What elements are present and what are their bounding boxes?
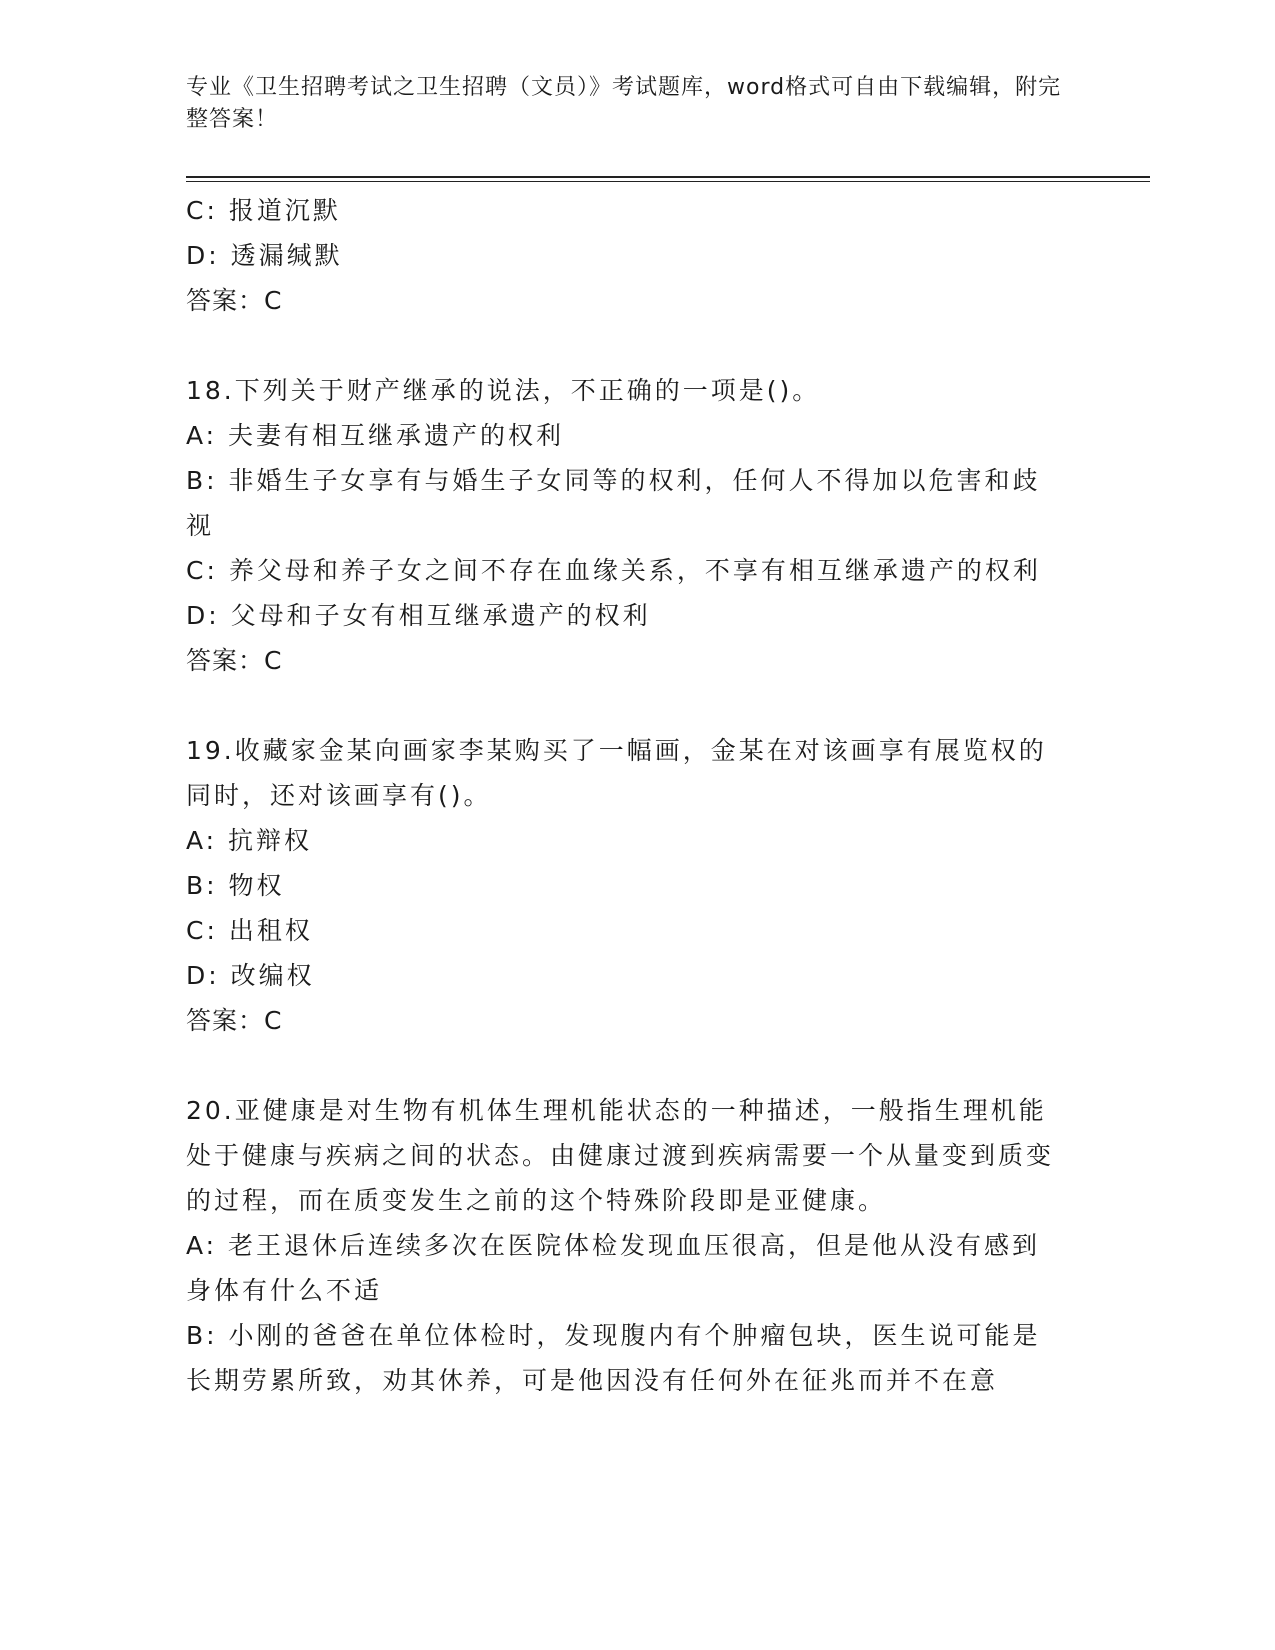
option-c: C: 出租权 xyxy=(186,916,313,945)
header-rule-thick xyxy=(186,176,1150,178)
option-c: C: 养父母和养子女之间不存在血缘关系，不享有相互继承遗产的权利 xyxy=(186,556,1041,585)
spacer xyxy=(186,683,1066,728)
spacer xyxy=(186,1043,1066,1088)
question-20 xyxy=(186,1088,1066,1403)
prev-question-tail xyxy=(186,188,1066,323)
question-content xyxy=(186,188,1066,1403)
question-stem: 20.亚健康是对生物有机体生理机能状态的一种描述，一般指生理机能处于健康与疾病之间的状态。由健康过渡到疾病需要一个从量变到质变的过程，而在质变发生之前的这个特殊阶段即是亚健康。 xyxy=(186,1096,1055,1215)
answer-line: 答案：C xyxy=(186,646,283,675)
question-19 xyxy=(186,728,1066,1043)
document-header xyxy=(186,72,1066,136)
option-b: B: 非婚生子女享有与婚生子女同等的权利，任何人不得加以危害和歧视 xyxy=(186,466,1041,540)
option-b: B: 小刚的爸爸在单位体检时，发现腹内有个肿瘤包块，医生说可能是长期劳累所致，劝其休养，可是他因没有任何外在征兆而并不在意 xyxy=(186,1321,1041,1395)
answer-line: 答案：C xyxy=(186,286,283,315)
option-d: D: 改编权 xyxy=(186,961,315,990)
option-a: A: 老王退休后连续多次在医院体检发现血压很高，但是他从没有感到身体有什么不适 xyxy=(186,1231,1041,1305)
option-a: A: 夫妻有相互继承遗产的权利 xyxy=(186,421,565,450)
answer-line: 答案：C xyxy=(186,1006,283,1035)
question-stem: 18.下列关于财产继承的说法，不正确的一项是()。 xyxy=(186,376,821,405)
option-b: B: 物权 xyxy=(186,871,285,900)
option-d: D: 父母和子女有相互继承遗产的权利 xyxy=(186,601,651,630)
option-a: A: 抗辩权 xyxy=(186,826,313,855)
question-stem: 19.收藏家金某向画家李某购买了一幅画，金某在对该画享有展览权的同时，还对该画享有()。 xyxy=(186,736,1047,810)
header-text: 专业《卫生招聘考试之卫生招聘（文员）》考试题库，word格式可自由下载编辑，附完整答案！ xyxy=(186,75,1062,132)
header-rule-thin xyxy=(186,181,1150,182)
spacer xyxy=(186,323,1066,368)
option-d: D: 透漏缄默 xyxy=(186,241,343,270)
question-18 xyxy=(186,368,1066,683)
option-c: C: 报道沉默 xyxy=(186,196,341,225)
